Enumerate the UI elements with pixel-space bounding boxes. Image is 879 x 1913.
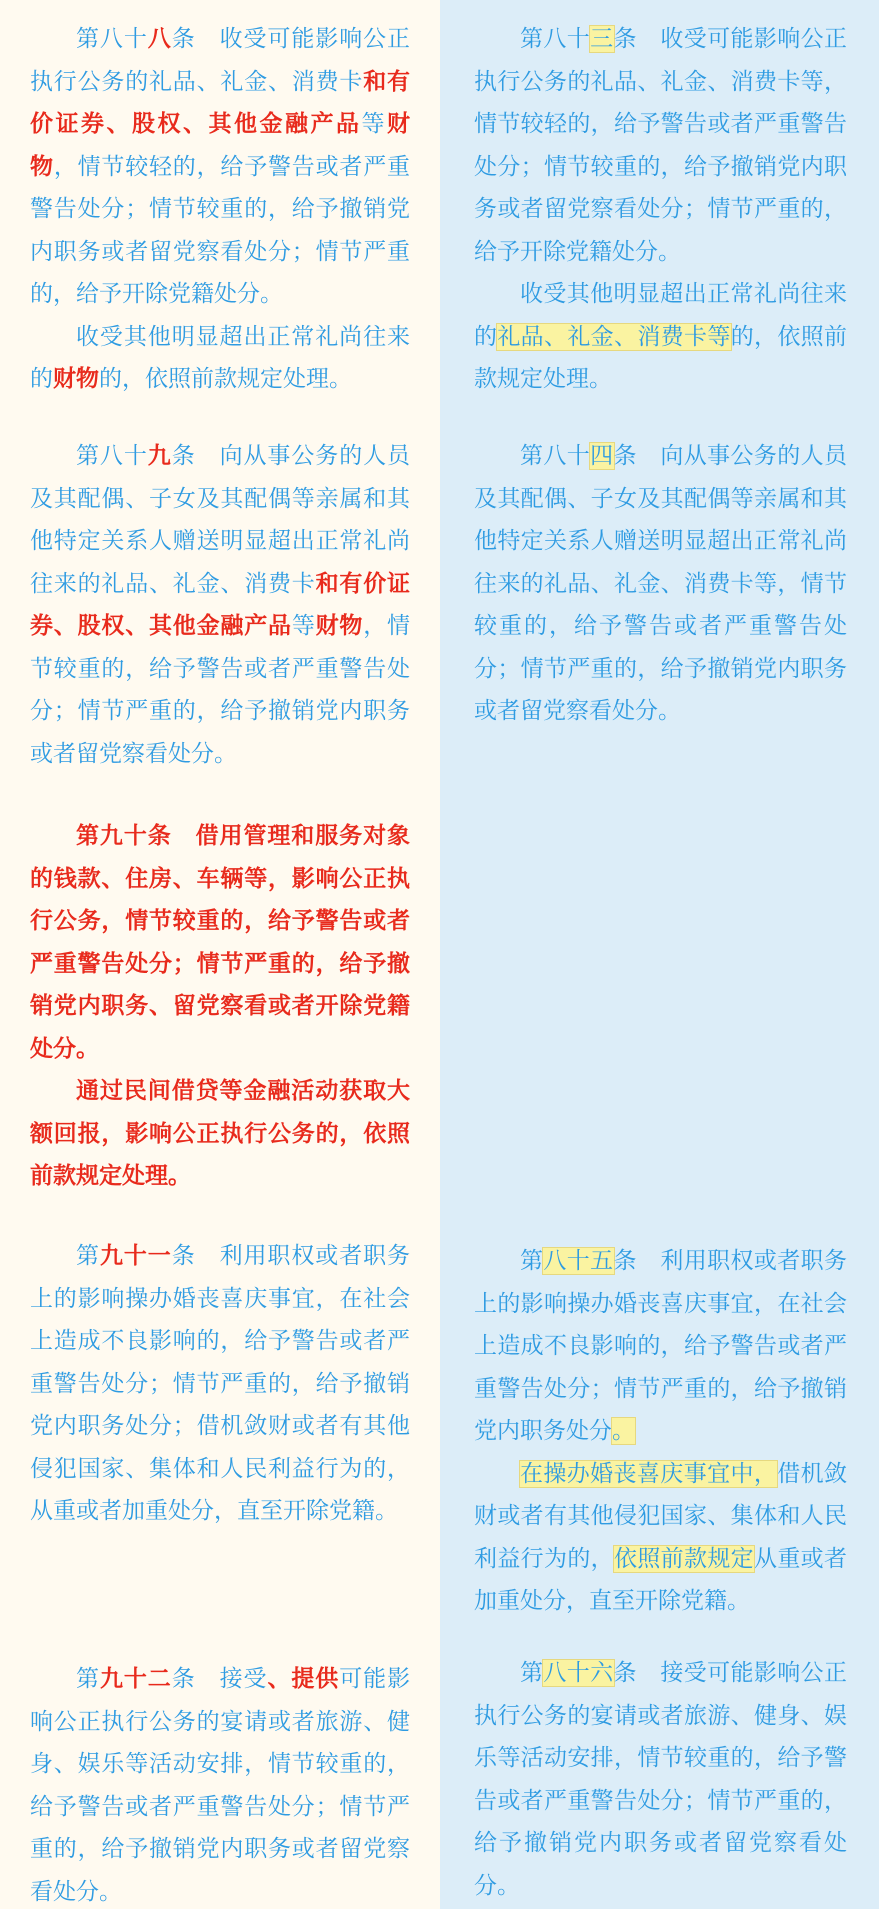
paragraph	[30, 18, 410, 316]
new-version-column	[440, 0, 879, 1909]
text-run: 等	[361, 111, 387, 137]
revision-run: 和有价证券、股权、其他金融产品	[30, 68, 411, 137]
text-run: 第	[76, 1666, 100, 1692]
text-run: 条	[171, 1243, 196, 1269]
text-run: 第	[76, 1243, 100, 1269]
revision-run: 第九十条 借用管理和服务对象的钱款、住房、车辆等，影响公正执行公务，情节较重的，给予警告或者严重警告处分；情节严重的，给予撤销党内职务、留党察看或者开除党籍处分。	[30, 823, 410, 1062]
paragraph	[30, 435, 410, 775]
revision-run: 九十一	[99, 1243, 172, 1269]
revision-run: 九十二	[99, 1666, 172, 1692]
text-run: 利用职权或者职务上的影响操办婚丧喜庆事宜，在社会上造成不良影响的，给予警告或者严重警告处分；情节严重的，给予撤销党内职务处分；借机敛财或者有其他侵犯国家、集体和人民利益行为的，从重或者加重处分，直至开除党籍。	[30, 1243, 411, 1524]
text-run: 利用职权或者职务上的影响操办婚丧喜庆事宜，在社会上造成不良影响的，给予警告或者严重警告处分；情节严重的，给予撤销党内职务处分	[474, 1248, 848, 1444]
paragraph	[474, 1453, 847, 1623]
text-run: 收受可能影响公正执行公务的礼品、礼金、消费卡等，情节较轻的，给予警告或者严重警告处分；情节较重的，给予撤销党内职务或者留党察看处分；情节严重的，给予开除党籍处分。	[474, 26, 848, 265]
text-run: 条	[613, 26, 637, 52]
paragraph	[474, 1240, 847, 1453]
highlight-run: 八十五	[543, 1248, 614, 1274]
revision-run: 财物	[53, 366, 99, 392]
text-run: 收受其他明显超出正常礼尚往来的	[474, 281, 847, 350]
article-83	[474, 18, 847, 401]
text-run: 条	[171, 1666, 196, 1692]
text-run: 条	[171, 26, 196, 52]
text-run: 条	[171, 443, 196, 469]
paragraph	[474, 18, 847, 273]
article-92	[30, 1658, 410, 1913]
article-84	[474, 435, 847, 733]
text-run: 从重或者加重处分，直至开除党籍。	[474, 1545, 848, 1614]
text-run: 的，依照前款规定处理。	[99, 366, 352, 392]
text-run: 向从事公务的人员及其配偶、子女及其配偶等亲属和其他特定关系人赠送明显超出正常礼尚往来的礼品、礼金、消费卡等，情节较重的，给予警告或者严重警告处分；情节严重的，给予撤销党内职务或者留党察看处分。	[474, 443, 848, 724]
article-89	[30, 435, 410, 775]
paragraph	[30, 316, 410, 401]
text-run: 第	[520, 1660, 544, 1686]
text-run: 接受	[195, 1666, 268, 1692]
paragraph	[30, 1235, 410, 1533]
old-version-column	[0, 0, 440, 1909]
revision-run: 八	[147, 26, 172, 52]
paragraph	[474, 1652, 847, 1907]
revision-run: 、提供	[267, 1666, 340, 1692]
text-run: 收受可能影响公正执行公务的礼品、礼金、消费卡	[30, 26, 411, 95]
paragraph	[474, 435, 847, 733]
article-86	[474, 1652, 847, 1907]
paragraph	[474, 273, 847, 401]
text-run: 接受可能影响公正执行公务的宴请或者旅游、健身、娱乐等活动安排，情节较重的，给予警告或者严重警告处分；情节严重的，给予撤销党内职务或者留党察看处分。	[474, 1660, 848, 1899]
highlight-run: 礼品、礼金、消费卡等	[497, 323, 731, 350]
text-run: ，情节较重的，给予警告或者严重警告处分；情节严重的，给予撤销党内职务或者留党察看处分。	[30, 613, 411, 767]
highlight-run: 三	[590, 26, 614, 52]
highlight-run: 四	[590, 443, 614, 469]
revision-run: 财物	[30, 111, 410, 180]
article-85	[474, 1240, 847, 1623]
text-run: 第八十	[520, 26, 591, 52]
text-run: 条	[613, 1660, 637, 1686]
article-91	[30, 1235, 410, 1533]
paragraph	[30, 815, 410, 1070]
text-run: 借机敛财或者有其他侵犯国家、集体和人民利益行为的，	[474, 1460, 848, 1572]
paragraph	[30, 1658, 410, 1913]
text-run: 向从事公务的人员及其配偶、子女及其配偶等亲属和其他特定关系人赠送明显超出正常礼尚往来的礼品、礼金、消费卡	[30, 443, 411, 597]
paragraph	[30, 1070, 410, 1198]
revision-run: 财物	[315, 613, 364, 639]
highlight-run: 依照前款规定	[614, 1545, 754, 1572]
text-run: 第八十	[520, 443, 591, 469]
text-run: ，情节较轻的，给予警告或者严重警告处分；情节较重的，给予撤销党内职务或者留党察看处分；情节严重的，给予开除党籍处分。	[30, 153, 411, 307]
text-run: 条	[613, 1248, 637, 1274]
text-run: 等	[291, 613, 316, 639]
text-run: 收受其他明显超出正常礼尚往来的	[30, 323, 410, 392]
article-90	[30, 815, 410, 1198]
text-run: 第八十	[76, 26, 148, 52]
text-run: 的，依照前款规定处理。	[474, 323, 848, 392]
highlight-run: 八十六	[543, 1660, 614, 1686]
article-88	[30, 18, 410, 401]
text-run: 条	[613, 443, 637, 469]
text-run: 第八十	[76, 443, 148, 469]
revision-run: 和有价证券、股权、其他金融产品	[30, 570, 411, 639]
revision-run: 九	[147, 443, 172, 469]
highlight-run: 。	[612, 1418, 635, 1444]
highlight-run: 在操办婚丧喜庆事宜中，	[520, 1460, 778, 1487]
text-run: 可能影响公正执行公务的宴请或者旅游、健身、娱乐等活动安排，情节较重的，给予警告或者严重警告处分；情节严重的，给予撤销党内职务或者留党察看处分。	[30, 1666, 411, 1905]
revision-run: 通过民间借贷等金融活动获取大额回报，影响公正执行公务的，依照前款规定处理。	[30, 1078, 410, 1189]
text-run: 第	[520, 1248, 544, 1274]
